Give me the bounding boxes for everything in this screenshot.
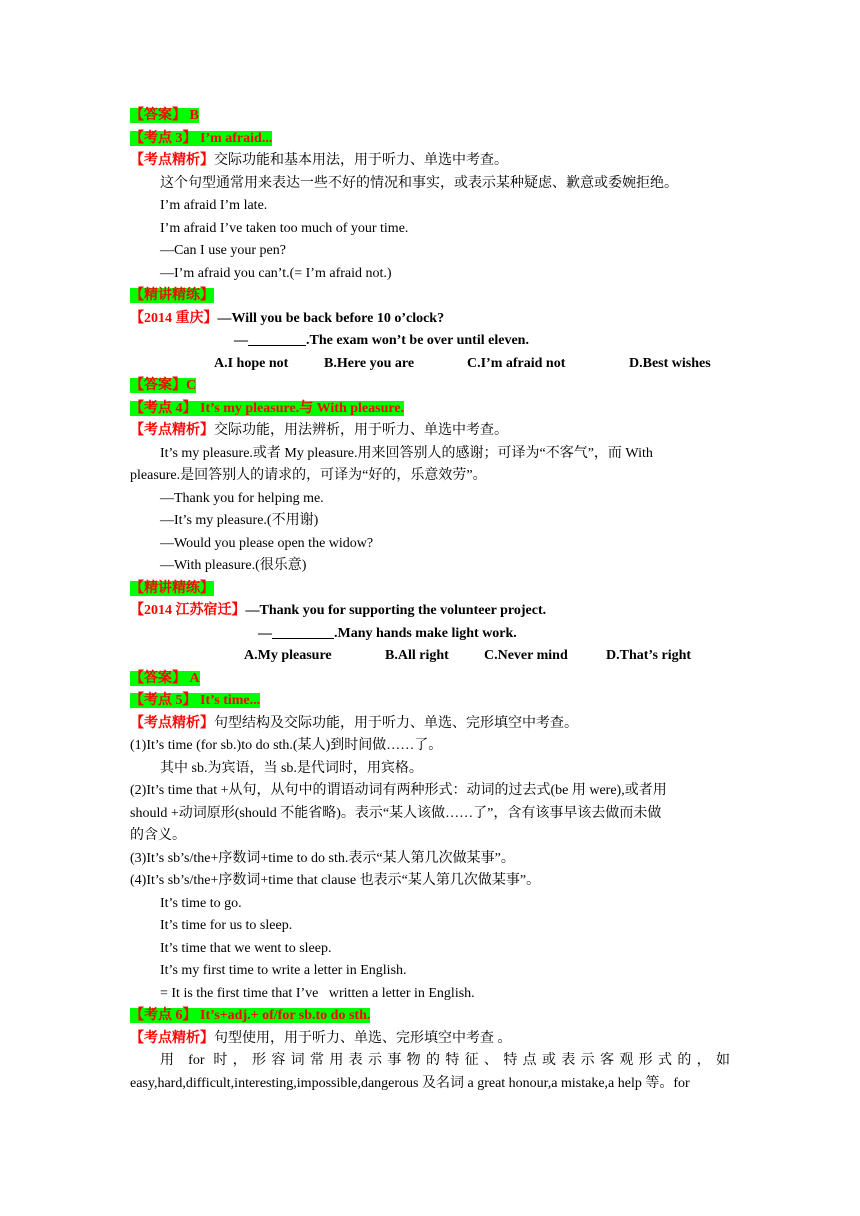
option-b: B.Here you are	[324, 355, 415, 371]
point-5-heading: 【考点 5】 It’s time...	[130, 693, 261, 708]
analysis-label: 【考点精析】	[130, 153, 214, 168]
example-sentence: It’s time for us to sleep.	[160, 918, 293, 933]
paragraph: 的含义。	[130, 828, 186, 843]
option-d: D.That’s right	[606, 648, 692, 663]
option-c: C.I’m afraid not	[467, 355, 566, 371]
point-4-heading: 【考点 4】 It’s my pleasure.与 With pleasure.	[130, 400, 405, 416]
document-body	[130, 105, 730, 1095]
question-line: .The exam won’t be over until eleven.	[306, 333, 529, 348]
dash: —	[258, 625, 272, 641]
option-d: D.Best wishes	[629, 355, 711, 371]
example-sentence: It’s time to go.	[160, 895, 242, 911]
question-text: —Will you be back before 10 o’clock?	[217, 310, 445, 326]
answer-blank	[248, 331, 306, 346]
paragraph: easy,hard,difficult,interesting,impossible,dangerous 及名词 a great honour,a mistake,a help 等。for	[130, 1075, 690, 1091]
paragraph: (2)It’s time that +从句，从句中的谓语动词有两种形式：动词的过去式(be 用 were),或者用	[130, 783, 667, 798]
paragraph: 用 for 时，形容词常用表示事物的特征、特点或表示客观形式的，如	[160, 1053, 730, 1068]
option-b: B.All right	[385, 648, 449, 663]
paragraph: pleasure.是回答别人的请求的，可译为“好的，乐意效劳”。	[130, 468, 487, 483]
dash: —	[234, 333, 248, 348]
analysis-label: 【考点精析】	[130, 1030, 214, 1046]
analysis-label: 【考点精析】	[130, 715, 214, 731]
example-sentence: I’m afraid I’m late.	[160, 198, 268, 213]
example-sentence: —Would you please open the widow?	[160, 535, 374, 551]
paragraph: 这个句型通常用来表达一些不好的情况和事实，或表示某种疑虑、歉意或委婉拒绝。	[160, 175, 678, 191]
option-c: C.Never mind	[484, 648, 568, 663]
analysis-label: 【考点精析】	[130, 423, 214, 438]
paragraph: 其中 sb.为宾语，当 sb.是代词时，用宾格。	[160, 760, 423, 776]
example-sentence: —I’m afraid you can’t.(= I’m afraid not.)	[160, 265, 392, 281]
example-sentence: It’s time that we went to sleep.	[160, 940, 332, 956]
answer-label: 【答案】 B	[130, 108, 199, 123]
option-a: A.I hope not	[214, 355, 289, 371]
practice-heading: 【精讲精练】	[130, 580, 214, 596]
question-line: .Many hands make light work.	[334, 625, 517, 641]
example-sentence: —With pleasure.(很乐意)	[160, 558, 307, 573]
analysis-text: 句型结构及交际功能，用于听力、单选、完形填空中考查。	[214, 715, 578, 731]
example-sentence: I’m afraid I’ve taken too much of your time.	[160, 220, 409, 236]
question-source: 【2014 重庆】	[130, 310, 218, 326]
answer-blank	[272, 624, 334, 639]
analysis-text: 交际功能，用法辨析，用于听力、单选中考查。	[214, 423, 508, 438]
question-source: 【2014 江苏宿迁】	[130, 603, 246, 618]
example-sentence: It’s my first time to write a letter in English.	[160, 963, 407, 978]
question-text: —Thank you for supporting the volunteer project.	[245, 603, 547, 618]
example-sentence: —Thank you for helping me.	[160, 490, 324, 506]
answer-label: 【答案】 A	[130, 670, 200, 686]
paragraph: (4)It’s sb’s/the+序数词+time that clause 也表示“某人第几次做某事”。	[130, 873, 541, 888]
example-sentence: —Can I use your pen?	[160, 243, 286, 258]
analysis-text: 句型使用，用于听力、单选、完形填空中考查 。	[214, 1030, 512, 1046]
analysis-text: 交际功能和基本用法，用于听力、单选中考查。	[214, 153, 508, 168]
paragraph: (1)It’s time (for sb.)to do sth.(某人)到时间做……了。	[130, 738, 443, 753]
option-a: A.My pleasure	[244, 648, 332, 663]
answer-label: 【答案】C	[130, 378, 197, 393]
paragraph: It’s my pleasure.或者 My pleasure.用来回答别人的感谢；可译为“不客气”，而 With	[160, 445, 653, 461]
paragraph: (3)It’s sb’s/the+序数词+time to do sth.表示“某人第几次做某事”。	[130, 850, 515, 866]
paragraph: should +动词原形(should 不能省略)。表示“某人该做……了”，含有该事早该去做而未做	[130, 805, 662, 821]
example-sentence: —It’s my pleasure.(不用谢)	[160, 513, 319, 528]
example-sentence: = It is the first time that I’ve written a letter in English.	[160, 985, 475, 1001]
point-6-heading: 【考点 6】 It’s+adj.+ of/for sb.to do sth.	[130, 1008, 371, 1023]
practice-heading: 【精讲精练】	[130, 288, 214, 303]
point-3-heading: 【考点 3】 I’m afraid...	[130, 130, 273, 146]
